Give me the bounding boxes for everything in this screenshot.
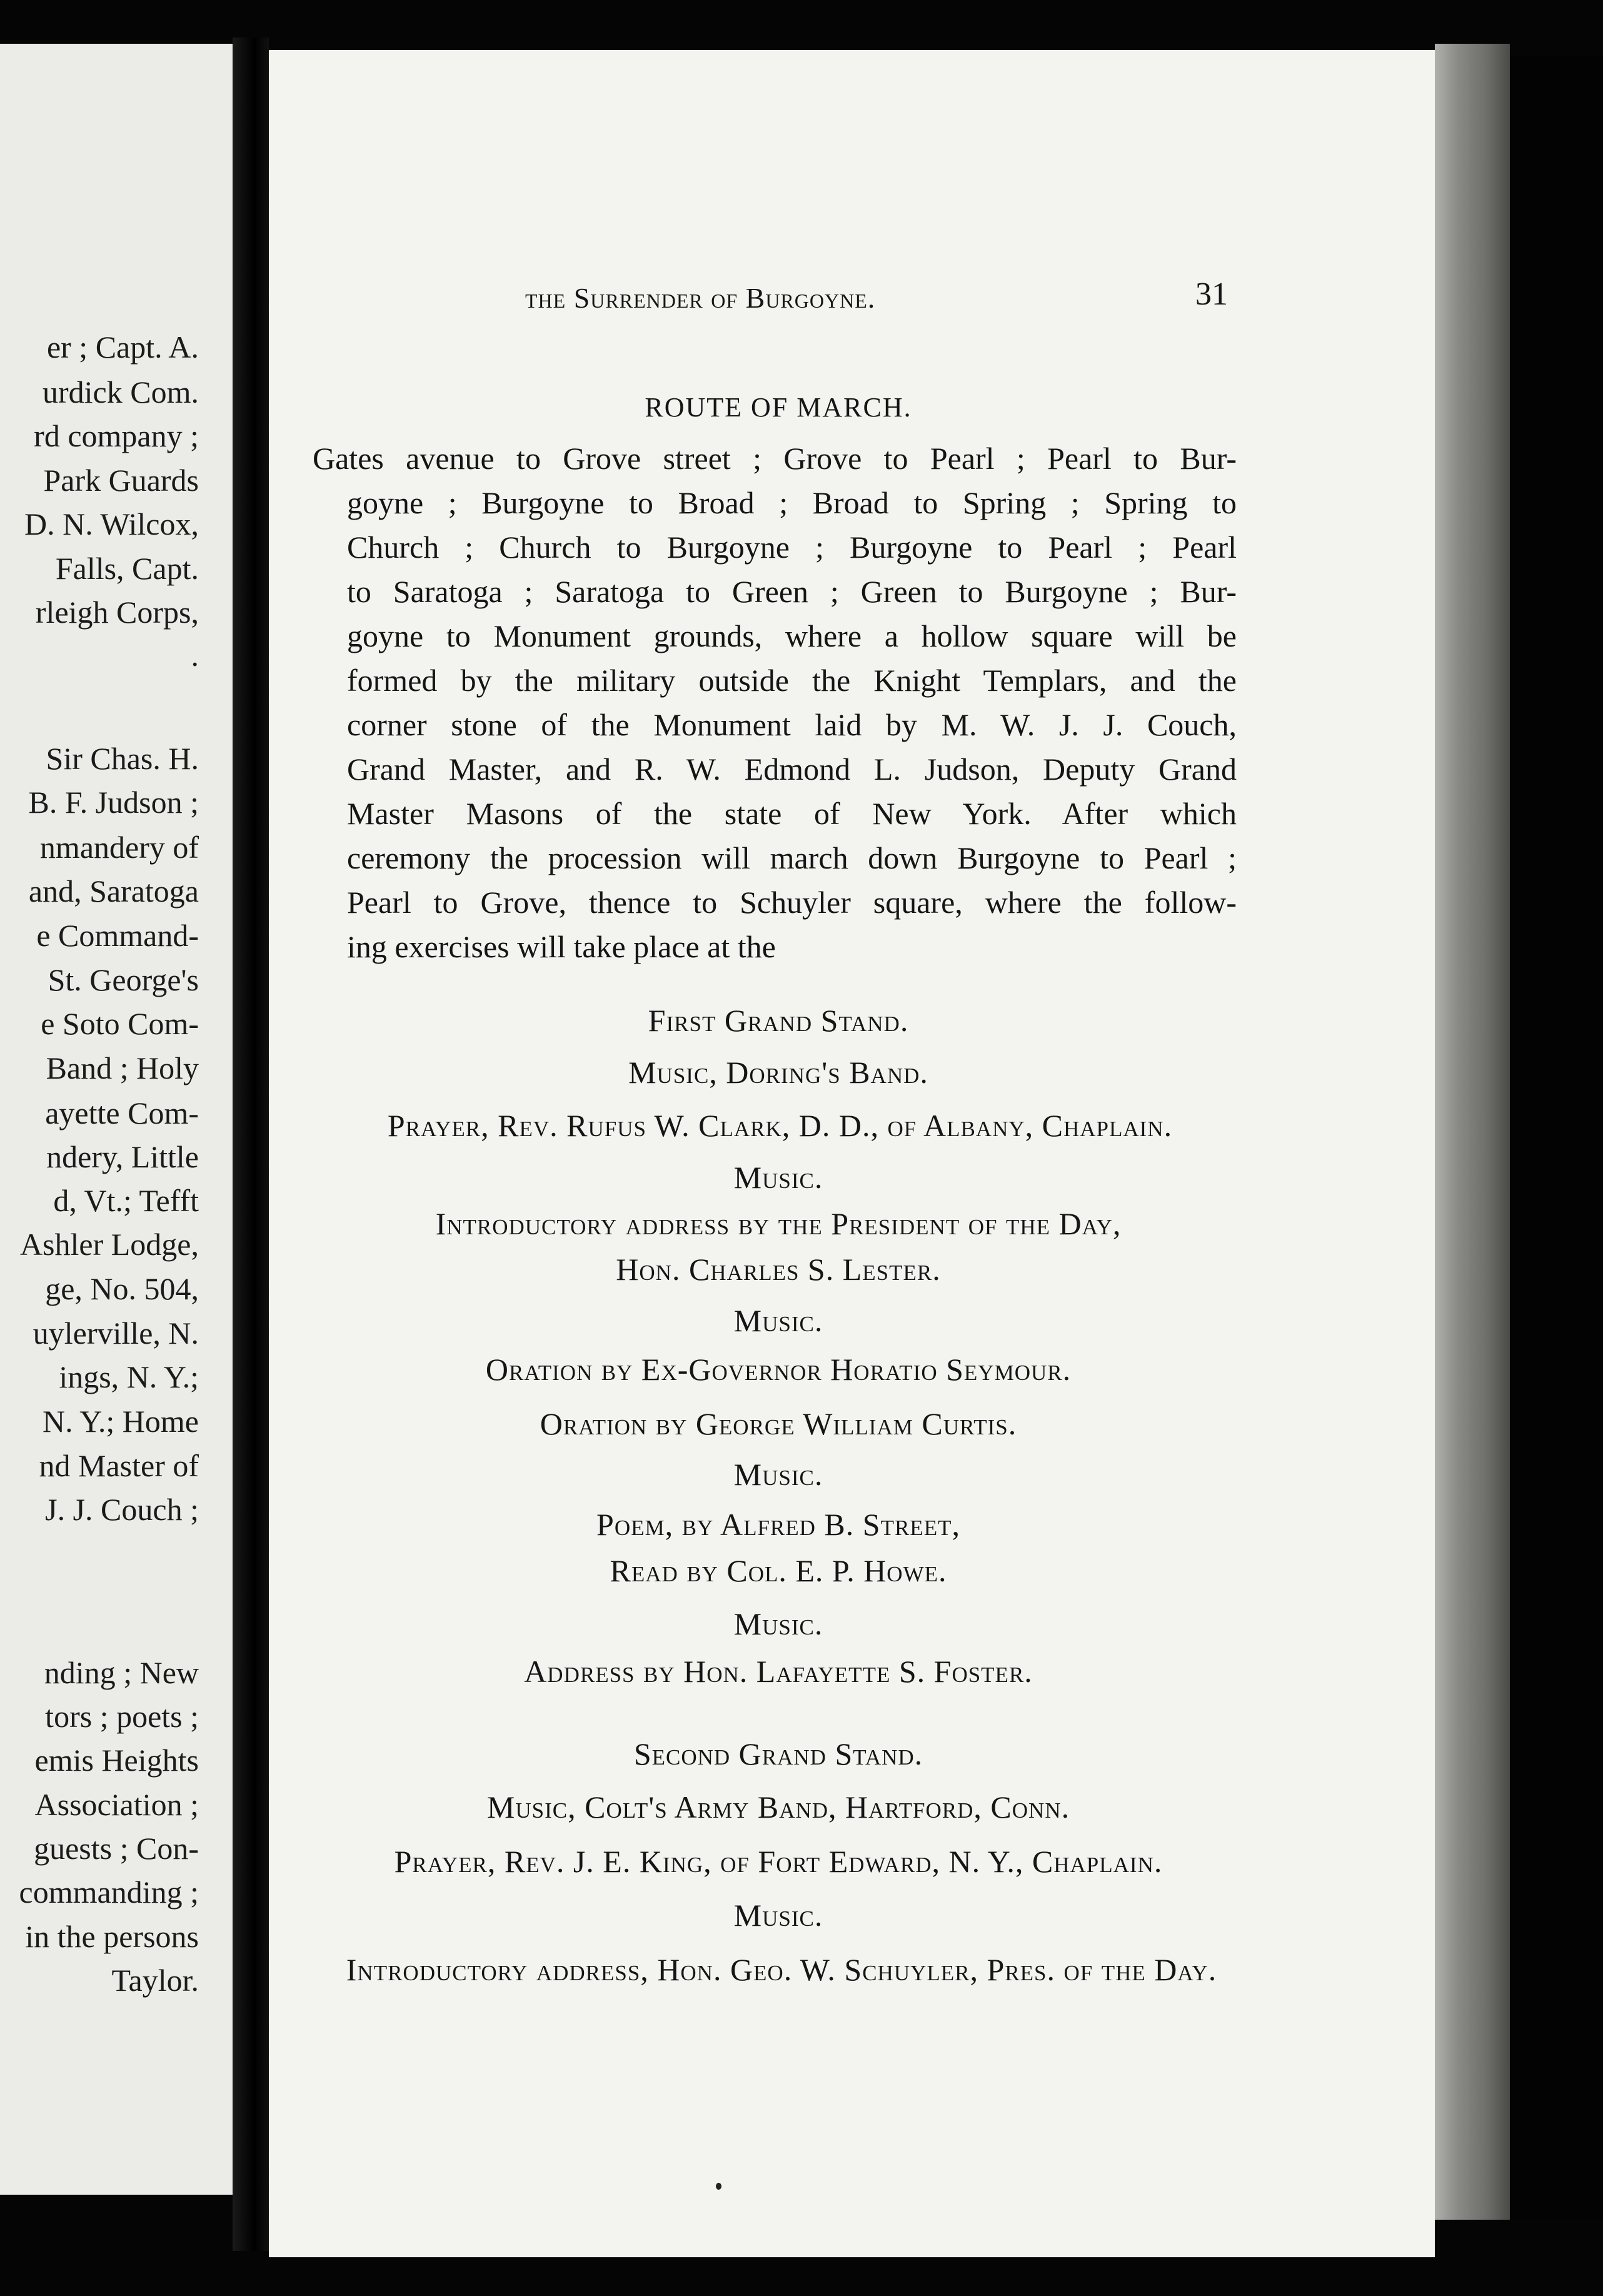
program-item: Music. xyxy=(733,1898,823,1933)
program-item: Music, Colt's Army Band, Hartford, Conn. xyxy=(486,1790,1070,1825)
program-item: Music. xyxy=(733,1606,823,1641)
route-line: corner stone of the Monument laid by M. W. J. J. Couch, xyxy=(347,707,1237,742)
facing-page-line: emis Heights xyxy=(34,1743,199,1778)
route-line: formed by the military outside the Knight Templars, and the xyxy=(347,663,1237,698)
facing-page-line: Ashler Lodge, xyxy=(19,1227,199,1262)
facing-page-line: tors ; poets ; xyxy=(45,1699,199,1734)
program-item: Music. xyxy=(733,1160,823,1195)
book-gutter xyxy=(233,38,269,2251)
facing-page-line: e Command- xyxy=(36,918,199,953)
facing-page-line: rd company ; xyxy=(34,418,199,453)
facing-page-line: D. N. Wilcox, xyxy=(24,506,199,541)
facing-page-line: J. J. Couch ; xyxy=(45,1492,199,1527)
route-line: goyne ; Burgoyne to Broad ; Broad to Spring ; Spring to xyxy=(347,485,1237,520)
facing-page-line: er ; Capt. A. xyxy=(46,330,199,365)
program-item: Oration by George William Curtis. xyxy=(540,1406,1017,1441)
facing-page-line: St. George's xyxy=(48,962,199,997)
facing-page-line: guests ; Con- xyxy=(34,1831,199,1866)
program-item: Oration by Ex-Governor Horatio Seymour. xyxy=(485,1352,1072,1387)
route-line: Gates avenue to Grove street ; Grove to Pearl ; Pearl to Bur- xyxy=(313,441,1237,476)
second-stand-heading: Second Grand Stand. xyxy=(633,1736,923,1771)
facing-page-line: e Soto Com- xyxy=(41,1006,199,1041)
facing-page-line: Sir Chas. H. xyxy=(46,741,199,776)
program-item: Introductory address, Hon. Geo. W. Schuyler, Pres. of the Day. xyxy=(346,1952,1217,1987)
route-line: ceremony the procession will march down Burgoyne to Pearl ; xyxy=(347,840,1237,875)
facing-page-line: in the persons xyxy=(25,1919,199,1954)
running-title: the Surrender of Burgoyne. xyxy=(525,282,876,314)
program-item: Address by Hon. Lafayette S. Foster. xyxy=(524,1654,1033,1689)
program-item: Music, Doring's Band. xyxy=(628,1055,928,1090)
facing-page-line: ge, No. 504, xyxy=(45,1271,199,1306)
facing-page-line: ayette Com- xyxy=(45,1095,199,1130)
program-item: Prayer, Rev. J. E. King, of Fort Edward, N. Y., Chaplain. xyxy=(394,1844,1163,1879)
facing-page-line: nmandery of xyxy=(39,830,199,865)
facing-page-line: Falls, Capt. xyxy=(55,551,199,586)
facing-page-line: nd Master of xyxy=(39,1448,199,1483)
facing-page-line: ndery, Little xyxy=(46,1139,199,1174)
facing-page-line: N. Y.; Home xyxy=(43,1404,199,1439)
program-item: Music. xyxy=(733,1457,823,1492)
facing-page-line: nding ; New xyxy=(44,1655,199,1690)
facing-page-line: d, Vt.; Tefft xyxy=(53,1183,199,1218)
facing-page-line: urdick Com. xyxy=(43,375,199,410)
program-item: Prayer, Rev. Rufus W. Clark, D. D., of Albany, Chaplain. xyxy=(387,1108,1173,1143)
facing-page-line: rleigh Corps, xyxy=(35,595,199,630)
program-item: Poem, by Alfred B. Street, xyxy=(596,1507,960,1542)
page-speck xyxy=(716,2183,721,2190)
facing-page-line: . xyxy=(191,638,199,673)
facing-page-line: and, Saratoga xyxy=(28,874,199,909)
route-line: Grand Master, and R. W. Edmond L. Judson, Deputy Grand xyxy=(347,752,1237,787)
program-item: Read by Col. E. P. Howe. xyxy=(610,1553,947,1588)
first-stand-heading: First Grand Stand. xyxy=(648,1003,909,1038)
facing-page-line: B. F. Judson ; xyxy=(28,785,199,820)
facing-page-line: Band ; Holy xyxy=(46,1050,199,1085)
program-item: Introductory address by the President of the Day, xyxy=(435,1206,1122,1241)
route-line: Pearl to Grove, thence to Schuyler square, where the follow- xyxy=(347,885,1237,920)
program-item: Music. xyxy=(733,1303,823,1338)
facing-page-line: Park Guards xyxy=(43,463,199,498)
route-line: to Saratoga ; Saratoga to Green ; Green to Burgoyne ; Bur- xyxy=(347,574,1237,609)
route-line: Church ; Church to Burgoyne ; Burgoyne to Pearl ; Pearl xyxy=(347,530,1237,565)
route-line: Master Masons of the state of New York. After which xyxy=(347,796,1237,831)
route-line: ing exercises will take place at the xyxy=(347,929,776,964)
route-line: goyne to Monument grounds, where a hollow square will be xyxy=(347,618,1237,653)
page-number: 31 xyxy=(1195,276,1228,312)
facing-page-line: Taylor. xyxy=(111,1963,199,1998)
facing-page-line: uylerville, N. xyxy=(33,1316,199,1351)
route-heading: ROUTE OF MARCH. xyxy=(645,392,912,423)
scan-border xyxy=(1510,56,1603,2220)
program-item: Hon. Charles S. Lester. xyxy=(616,1252,941,1287)
facing-page-line: ings, N. Y.; xyxy=(59,1359,199,1394)
page-edge xyxy=(1435,44,1510,2220)
facing-page-line: commanding ; xyxy=(19,1875,199,1910)
facing-page-line: Association ; xyxy=(34,1787,199,1822)
